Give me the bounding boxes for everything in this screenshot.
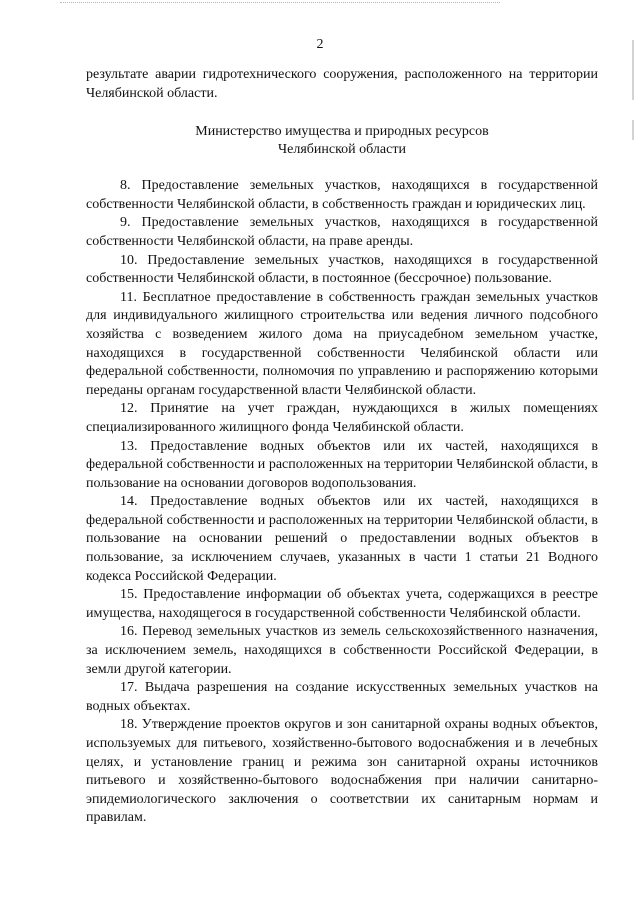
section-heading-line-1: Министерство имущества и природных ресурсов xyxy=(195,124,489,140)
list-item-13: 13. Предоставление водных объектов или их частей, находящихся в федеральной собственности и расположенных на территории Челябинской области, в пользование на основании договоров водопользования. xyxy=(86,438,598,491)
continuation-paragraph: результате аварии гидротехнического сооружения, расположенного на территории Челябинской области. xyxy=(86,67,598,101)
list-item-12: 12. Принятие на учет граждан, нуждающихся в жилых помещениях специализированного жилищного фонда Челябинской области. xyxy=(86,401,598,435)
list-item-10: 10. Предоставление земельных участков, находящихся в государственной собственности Челябинской области, в постоянное (бессрочное) пользование. xyxy=(86,252,598,287)
section-heading xyxy=(86,123,598,159)
list-item-14: 14. Предоставление водных объектов или их частей, находящихся в федеральной собственности и расположенных на территории Челябинской области, в пользование на основании решений о предоставлении водных объектов в пользование, за исключением случаев, указанных в части 1 статьи 21 Водного кодекса Российской Федерации. xyxy=(86,494,598,584)
list-item-9: 9. Предоставление земельных участков, находящихся в государственной собственности Челябинской области, на праве аренды. xyxy=(86,215,598,249)
scan-edge-mark xyxy=(632,120,634,140)
scan-artifact-line xyxy=(60,2,500,3)
list-item-8: 8. Предоставление земельных участков, находящихся в государственной собственности Челябинской области, в собственность граждан и юридических лиц. xyxy=(86,178,598,212)
list-item-11: 11. Бесплатное предоставление в собственность граждан земельных участков для индивидуального жилищного строительства или ведения личного подсобного хозяйства с возведением жилого дома на приусадебном земельном участке, находящихся в государственной собственности Челябинской области или федеральной собственности, полномочия по управлению и распоряжению которыми переданы органам государственной власти Челябинской области. xyxy=(86,289,598,398)
list-item-18: 18. Утверждение проектов округов и зон санитарной охраны водных объектов, используемых для питьевого, хозяйственно-бытового водоснабжения и в лечебных целях, и установление границ и режима зон санитарной охраны источников питьевого и хозяйственно-бытового водоснабжения при наличии санитарно-эпидемиологического заключения о соответствии их санитарным нормам и правилам. xyxy=(86,717,598,826)
list-item-16: 16. Перевод земельных участков из земель сельскохозяйственного назначения, за исключением земель, находящихся в собственности Российской Федерации, в земли другой категории. xyxy=(86,624,598,677)
page-number: 2 xyxy=(316,37,324,52)
list-item-15: 15. Предоставление информации об объектах учета, содержащихся в реестре имущества, находящегося в государственной собственности Челябинской области. xyxy=(86,587,598,621)
section-heading-line-2: Челябинской области xyxy=(278,142,406,158)
list-item-17: 17. Выдача разрешения на создание искусственных земельных участков на водных объектах. xyxy=(86,680,598,714)
document-body xyxy=(86,66,598,828)
